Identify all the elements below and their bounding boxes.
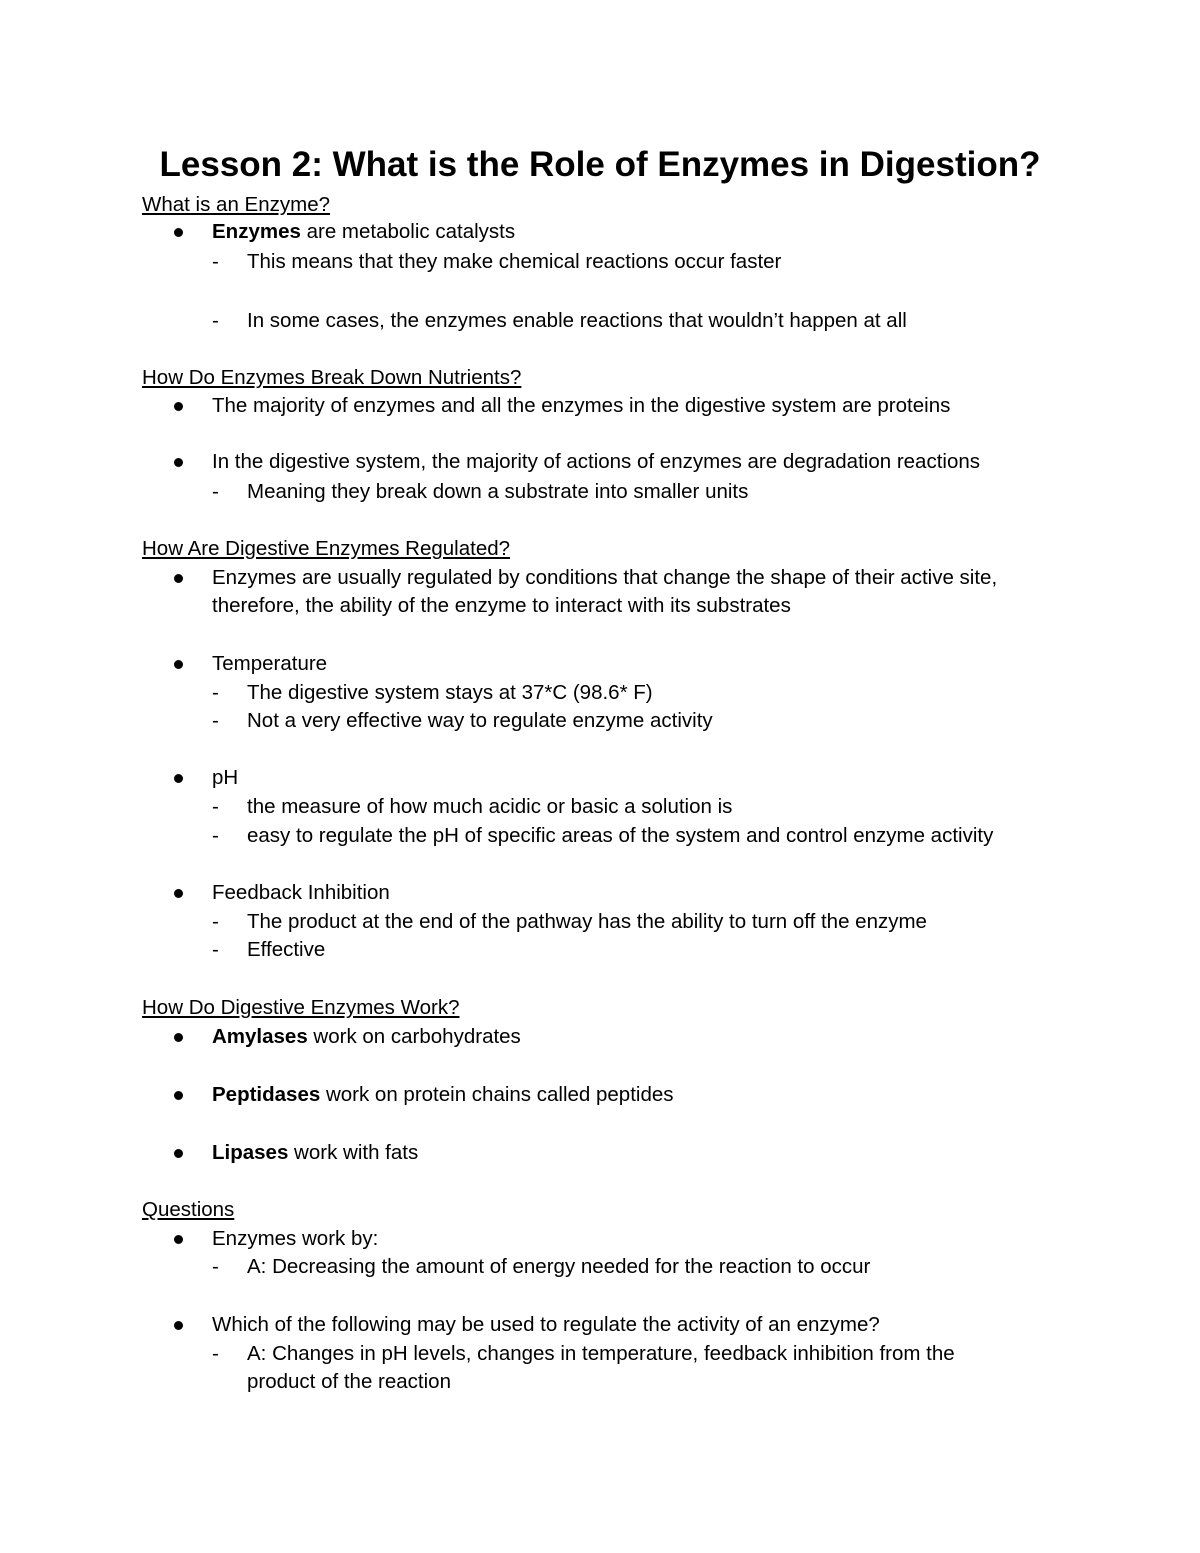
- list-item: In the digestive system, the majority of actions of enzymes are degradation reactions: [212, 450, 980, 473]
- list-item-continuation: therefore, the ability of the enzyme to interact with its substrates: [212, 594, 791, 617]
- dash-marker: -: [212, 1255, 219, 1278]
- sub-list-item: The digestive system stays at 37*C (98.6* F): [247, 681, 653, 704]
- bullet-icon: [174, 1321, 183, 1330]
- question-item: Which of the following may be used to regulate the activity of an enzyme?: [212, 1313, 880, 1336]
- bullet-icon: [174, 458, 183, 467]
- bullet-icon: [174, 1149, 183, 1158]
- dash-marker: -: [212, 681, 219, 704]
- section-heading-regulated: How Are Digestive Enzymes Regulated?: [142, 537, 511, 560]
- answer-item-continuation: product of the reaction: [247, 1370, 451, 1393]
- list-item: Amylases work on carbohydrates: [212, 1025, 521, 1048]
- list-item: pH: [212, 766, 239, 789]
- dash-marker: -: [212, 795, 219, 818]
- dash-marker: -: [212, 709, 219, 732]
- sub-list-item: Meaning they break down a substrate into smaller units: [247, 480, 749, 503]
- page-title: Lesson 2: What is the Role of Enzymes in Digestion?: [159, 145, 1041, 184]
- bullet-icon: [174, 660, 183, 669]
- list-item: Enzymes are usually regulated by conditions that change the shape of their active site,: [212, 566, 998, 589]
- sub-list-item: In some cases, the enzymes enable reactions that wouldn’t happen at all: [247, 309, 907, 332]
- bullet-icon: [174, 402, 183, 411]
- dash-marker: -: [212, 910, 219, 933]
- bullet-icon: [174, 1091, 183, 1100]
- dash-marker: -: [212, 250, 219, 273]
- section-heading-what-is-enzyme: What is an Enzyme?: [142, 193, 330, 216]
- question-item: Enzymes work by:: [212, 1227, 379, 1250]
- sub-list-item: Not a very effective way to regulate enzyme activity: [247, 709, 713, 732]
- bullet-icon: [174, 889, 183, 898]
- sub-list-item: Effective: [247, 938, 326, 961]
- bullet-icon: [174, 774, 183, 783]
- section-heading-questions: Questions: [142, 1198, 235, 1221]
- dash-marker: -: [212, 309, 219, 332]
- sub-list-item: easy to regulate the pH of specific areas of the system and control enzyme activity: [247, 824, 994, 847]
- dash-marker: -: [212, 938, 219, 961]
- list-item: Enzymes are metabolic catalysts: [212, 220, 516, 243]
- bullet-icon: [174, 1033, 183, 1042]
- list-item: The majority of enzymes and all the enzymes in the digestive system are proteins: [212, 394, 951, 417]
- dash-marker: -: [212, 1342, 219, 1365]
- sub-list-item: This means that they make chemical reactions occur faster: [247, 250, 782, 273]
- list-item: Lipases work with fats: [212, 1141, 419, 1164]
- section-heading-how-work: How Do Digestive Enzymes Work?: [142, 996, 460, 1019]
- bullet-icon: [174, 574, 183, 583]
- dash-marker: -: [212, 824, 219, 847]
- list-item: Feedback Inhibition: [212, 881, 390, 904]
- answer-item: A: Decreasing the amount of energy needed for the reaction to occur: [247, 1255, 871, 1278]
- sub-list-item: The product at the end of the pathway has the ability to turn off the enzyme: [247, 910, 927, 933]
- dash-marker: -: [212, 480, 219, 503]
- list-item: Temperature: [212, 652, 328, 675]
- sub-list-item: the measure of how much acidic or basic a solution is: [247, 795, 733, 818]
- section-heading-break-down: How Do Enzymes Break Down Nutrients?: [142, 366, 522, 389]
- bullet-icon: [174, 1235, 183, 1244]
- list-item: Peptidases work on protein chains called peptides: [212, 1083, 674, 1106]
- bullet-icon: [174, 228, 183, 237]
- answer-item: A: Changes in pH levels, changes in temperature, feedback inhibition from the: [247, 1342, 955, 1365]
